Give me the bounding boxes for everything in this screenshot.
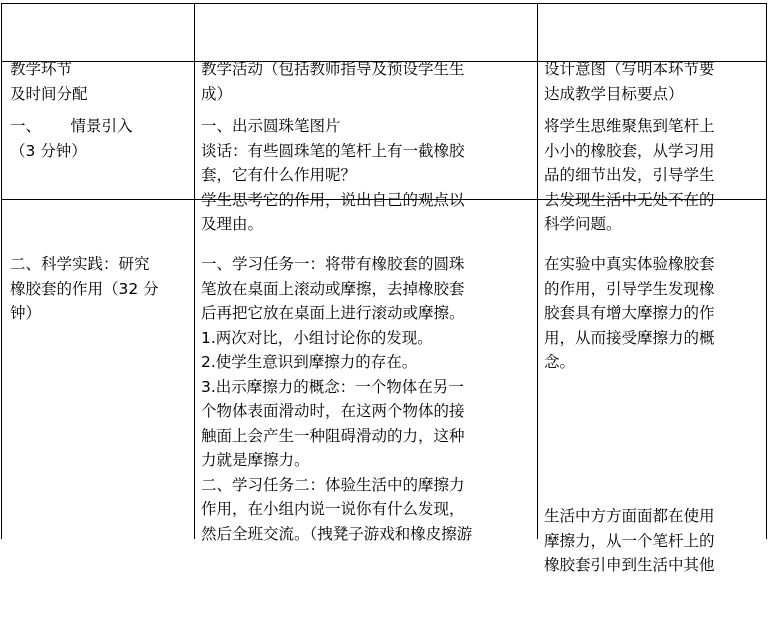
column-divider-1	[194, 3, 195, 539]
table-border-top	[1, 3, 767, 4]
header-stage-time: 教学环节 及时间分配	[10, 60, 88, 103]
row1-stage: 一、 情景引入 （3 分钟）	[10, 117, 133, 160]
header-design-intent: 设计意图（写明本环节要 达成教学目标要点）	[544, 60, 715, 103]
table-border-right	[766, 3, 767, 539]
row2-intent: 在实验中真实体验橡胶套 的作用，引导学生发现橡 胶套具有增大摩擦力的作 用，从而接受摩擦力的概 念。	[544, 255, 715, 371]
row2-activity: 一、学习任务一：将带有橡胶套的圆珠 笔放在桌面上滚动或摩擦，去掉橡胶套 后再把它放在桌面上进行滚动或摩擦。 1.两次对比，小组讨论你的发现。 2.使学生意识到摩擦力的存在。 3.出示摩擦力的概念：一个物体在另一 个物体表面滑动时，在这两个物体的接 触面上会产生一种阻碍滑动的力，这种 力就是摩擦力。 二、学习任务二：体验生活中的摩擦力 作用，在小组内说一说你有什么发现， 然后全班交流。（拽凳子游戏和橡皮擦游	[201, 255, 473, 543]
row2-intent-continued: 生活中方方面面都在使用 摩擦力，从一个笔杆上的 橡胶套引申到生活中其他	[544, 507, 715, 574]
row1-activity: 一、出示圆珠笔图片 谈话：有些圆珠笔的笔杆上有一截橡胶 套，它有什么作用呢？ 学生思考它的作用，说出自己的观点以 及理由。	[201, 117, 465, 233]
header-activity: 教学活动（包括教师指导及预设学生生 成）	[201, 60, 465, 103]
row2-stage: 二、科学实践：研究 橡胶套的作用（32 分 钟）	[10, 255, 159, 322]
column-divider-2	[537, 3, 538, 539]
table-border-left	[1, 3, 2, 539]
row1-intent: 将学生思维聚焦到笔杆上 小小的橡胶套，从学习用 品的细节出发，引导学生 去发现生活中无处不在的 科学问题。	[544, 117, 715, 233]
